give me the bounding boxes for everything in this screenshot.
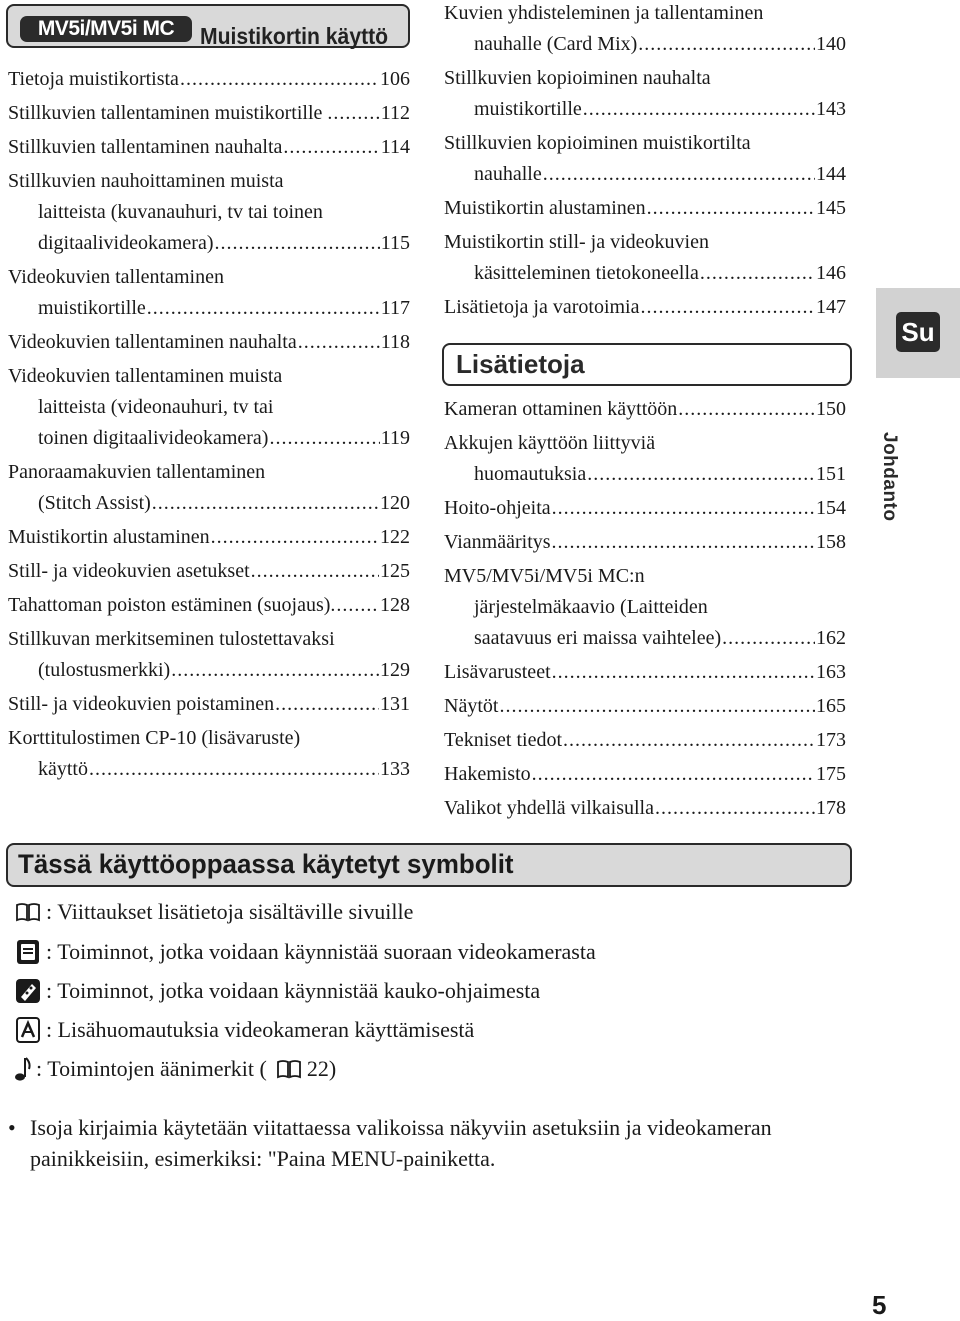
toc-entry-text: saatavuus eri maissa vaihtelee) <box>474 627 722 649</box>
toc-entry-text: Muistikortin alustaminen <box>8 526 210 548</box>
toc-leader <box>655 793 815 824</box>
toc-entry-text: Lisätietoja ja varotoimia <box>444 296 640 318</box>
toc-entry <box>8 522 410 556</box>
toc-entry-text: Stillkuvan merkitseminen tulostettavaksi <box>8 628 335 650</box>
toc-entry-text: nauhalle (Card Mix) <box>474 33 638 55</box>
book-icon <box>275 1055 303 1083</box>
toc-leader <box>147 293 380 324</box>
toc-entry-text: (tulostusmerkki) <box>38 659 171 681</box>
toc-entry <box>444 292 846 326</box>
toc-entry-text: (Stitch Assist) <box>38 492 151 514</box>
usage-note <box>8 1112 828 1174</box>
toc-entry-text: nauhalle <box>474 163 542 185</box>
toc-entry-text: Still- ja videokuvien asetukset <box>8 560 250 582</box>
toc-page-number: 173 <box>816 729 846 751</box>
toc-lisatietoja-list <box>444 394 846 827</box>
toc-page-number: 140 <box>816 33 846 55</box>
toc-entry-text: Hakemisto <box>444 763 531 785</box>
toc-entry <box>444 428 846 493</box>
toc-page-number: 115 <box>380 232 410 254</box>
remote-icon <box>14 977 42 1005</box>
lisatietoja-heading <box>442 343 852 386</box>
toc-entry <box>444 394 846 428</box>
toc-entry-text: Still- ja videokuvien poistaminen <box>8 693 275 715</box>
symbol-row: : Viittaukset lisätietoja sisältäville sivuille <box>14 897 413 927</box>
toc-page-number: 151 <box>816 463 846 485</box>
toc-entry <box>8 132 410 166</box>
toc-page-number: 112 <box>380 102 410 124</box>
toc-entry <box>444 193 846 227</box>
toc-page-number: 165 <box>816 695 846 717</box>
toc-leader <box>532 759 815 790</box>
toc-entry <box>444 128 846 193</box>
symbols-title: Tässä käyttöoppaassa käytetyt symbolit <box>18 849 514 879</box>
symbol-row: : Toiminnot, jotka voidaan käynnistää suoraan videokamerasta <box>14 937 596 967</box>
toc-entry-text: Tietoja muistikortista <box>8 68 179 90</box>
toc-entry-text: Stillkuvien nauhoittaminen muista <box>8 170 284 192</box>
toc-entry <box>8 689 410 723</box>
toc-entry-text: huomautuksia <box>474 463 587 485</box>
model-badge: MV5i/MV5i MC <box>20 16 192 42</box>
toc-leader <box>499 691 815 722</box>
toc-entry <box>8 166 410 262</box>
toc-entry-text: digitaalivideokamera) <box>38 232 214 254</box>
book-icon <box>14 898 42 926</box>
toc-left-column <box>8 64 410 788</box>
toc-entry-text: Videokuvien tallentaminen muista <box>8 365 283 387</box>
toc-entry-text: muistikortille <box>38 297 146 319</box>
toc-entry-text: Stillkuvien kopioiminen muistikortilta <box>444 132 751 154</box>
toc-entry <box>8 457 410 522</box>
toc-entry <box>8 624 410 689</box>
page-number: 5 <box>872 1290 887 1320</box>
toc-right-column <box>444 0 846 326</box>
toc-entry-text: Videokuvien tallentaminen <box>8 266 224 288</box>
language-tab <box>876 288 960 378</box>
toc-entry <box>8 64 410 98</box>
toc-page-number: 133 <box>380 758 410 780</box>
toc-page-number: 162 <box>816 627 846 649</box>
toc-entry <box>444 63 846 128</box>
toc-page-number: 117 <box>380 297 410 319</box>
toc-entry <box>444 793 846 827</box>
toc-entry <box>444 561 846 657</box>
toc-entry <box>8 590 410 624</box>
toc-entry-text: Muistikortin still- ja videokuvien <box>444 231 709 253</box>
toc-leader <box>543 159 815 190</box>
toc-page-number: 131 <box>380 693 410 715</box>
toc-entry-text: Stillkuvien tallentaminen nauhalta <box>8 136 283 158</box>
toc-entry-text: Panoraamakuvien tallentaminen <box>8 461 266 483</box>
toc-entry <box>444 691 846 725</box>
toc-page-number: 119 <box>380 427 410 449</box>
usage-note-text: Isoja kirjaimia käytetään viitattaessa valikoissa näkyviin asetuksiin ja videokameran painikkeisiin, esimerkiksi: "Paina MENU-painiketta. <box>30 1115 772 1171</box>
toc-page-number: 145 <box>816 197 846 219</box>
toc-leader <box>283 132 379 163</box>
toc-leader <box>211 522 379 553</box>
toc-entry <box>8 361 410 457</box>
note-icon <box>14 1016 42 1044</box>
toc-page-number: 120 <box>380 492 410 514</box>
toc-leader <box>275 689 379 720</box>
toc-leader <box>251 556 379 587</box>
toc-leader <box>89 754 379 785</box>
toc-page-number: 147 <box>816 296 846 318</box>
symbol-row: : Lisähuomautuksia videokameran käyttämisestä <box>14 1015 474 1045</box>
toc-entry-text: Lisävarusteet <box>444 661 551 683</box>
toc-entry-text: muistikortille <box>474 98 582 120</box>
toc-entry-text: Stillkuvien tallentaminen muistikortille . <box>8 102 333 124</box>
symbol-row: : Toimintojen äänimerkit ( 22) <box>14 1054 336 1084</box>
toc-entry-text: Akkujen käyttöön liittyviä <box>444 432 656 454</box>
toc-page-number: 154 <box>816 497 846 519</box>
toc-page-number: 128 <box>380 594 410 616</box>
toc-leader <box>638 29 815 60</box>
toc-page-number: 129 <box>380 659 410 681</box>
toc-entry-text: Kuvien yhdisteleminen ja tallentaminen <box>444 2 764 24</box>
toc-entry-text: käyttö <box>38 758 88 780</box>
toc-entry <box>8 98 410 132</box>
toc-page-number: 118 <box>380 331 410 353</box>
toc-leader <box>180 64 379 95</box>
toc-entry <box>444 527 846 561</box>
toc-leader <box>269 423 379 454</box>
toc-page-number: 150 <box>816 398 846 420</box>
toc-entry <box>8 262 410 327</box>
toc-page-number: 144 <box>816 163 846 185</box>
toc-page-number: 143 <box>816 98 846 120</box>
toc-entry-text: laitteista (videonauhuri, tv tai <box>38 396 274 418</box>
toc-entry-text: Muistikortin alustaminen <box>444 197 646 219</box>
toc-page-number: 106 <box>380 68 410 90</box>
bullet-icon: • <box>8 1115 16 1140</box>
lisatietoja-title: Lisätietoja <box>456 349 585 379</box>
chapter-label: Johdanto <box>879 432 900 522</box>
toc-leader <box>171 655 379 686</box>
toc-entry <box>444 0 846 63</box>
toc-entry <box>8 327 410 361</box>
toc-entry-text: Hoito-ohjeita <box>444 497 551 519</box>
toc-entry <box>444 657 846 691</box>
toc-leader <box>583 94 815 125</box>
toc-leader <box>152 488 379 519</box>
toc-leader <box>336 590 379 621</box>
toc-leader <box>552 527 815 558</box>
toc-leader <box>563 725 815 756</box>
toc-leader <box>678 394 815 425</box>
toc-page-number: 122 <box>380 526 410 548</box>
toc-entry-text: MV5/MV5i/MV5i MC:n <box>444 565 645 587</box>
toc-entry-text: Videokuvien tallentaminen nauhalta <box>8 331 297 353</box>
symbol-row: : Toiminnot, jotka voidaan käynnistää kauko-ohjaimesta <box>14 976 540 1006</box>
section-header <box>6 4 410 48</box>
toc-leader <box>700 258 815 289</box>
toc-entry-text: Tahattoman poiston estäminen (suojaus). <box>8 594 336 616</box>
toc-leader <box>298 327 380 358</box>
toc-entry-text: järjestelmäkaavio (Laitteiden <box>474 596 708 618</box>
toc-page-number: 114 <box>380 136 410 158</box>
toc-entry-text: Vianmääritys <box>444 531 551 553</box>
toc-leader <box>552 493 815 524</box>
toc-entry-text: Kameran ottaminen käyttöön <box>444 398 678 420</box>
toc-leader <box>641 292 816 323</box>
toc-entry <box>8 556 410 590</box>
section-title: Muistikortin käyttö <box>200 23 389 49</box>
toc-leader <box>552 657 815 688</box>
toc-entry <box>444 227 846 292</box>
toc-entry-text: käsitteleminen tietokoneella <box>474 262 699 284</box>
toc-entry-text: Tekniset tiedot <box>444 729 563 751</box>
music-note-icon <box>14 1055 32 1083</box>
toc-entry-text: Korttitulostimen CP-10 (lisävaruste) <box>8 727 301 749</box>
toc-page-number: 178 <box>816 797 846 819</box>
toc-page-number: 146 <box>816 262 846 284</box>
toc-entry-text: Valikot yhdellä vilkaisulla <box>444 797 654 819</box>
toc-entry <box>444 759 846 793</box>
toc-leader <box>587 459 815 490</box>
language-badge: Su <box>896 312 940 352</box>
toc-page-number: 175 <box>816 763 846 785</box>
toc-entry-text: toinen digitaalivideokamera) <box>38 427 269 449</box>
toc-page-number: 158 <box>816 531 846 553</box>
symbols-heading <box>6 843 852 887</box>
toc-entry <box>444 725 846 759</box>
toc-entry-text: laitteista (kuvanauhuri, tv tai toinen <box>38 201 323 223</box>
toc-leader <box>333 98 379 129</box>
toc-leader <box>722 623 815 654</box>
toc-entry <box>8 723 410 788</box>
toc-page-number: 163 <box>816 661 846 683</box>
toc-entry <box>444 493 846 527</box>
camera-icon <box>14 938 42 966</box>
toc-entry-text: Stillkuvien kopioiminen nauhalta <box>444 67 711 89</box>
toc-entry-text: Näytöt <box>444 695 499 717</box>
toc-page-number: 125 <box>380 560 410 582</box>
toc-leader <box>647 193 815 224</box>
toc-leader <box>214 228 379 259</box>
